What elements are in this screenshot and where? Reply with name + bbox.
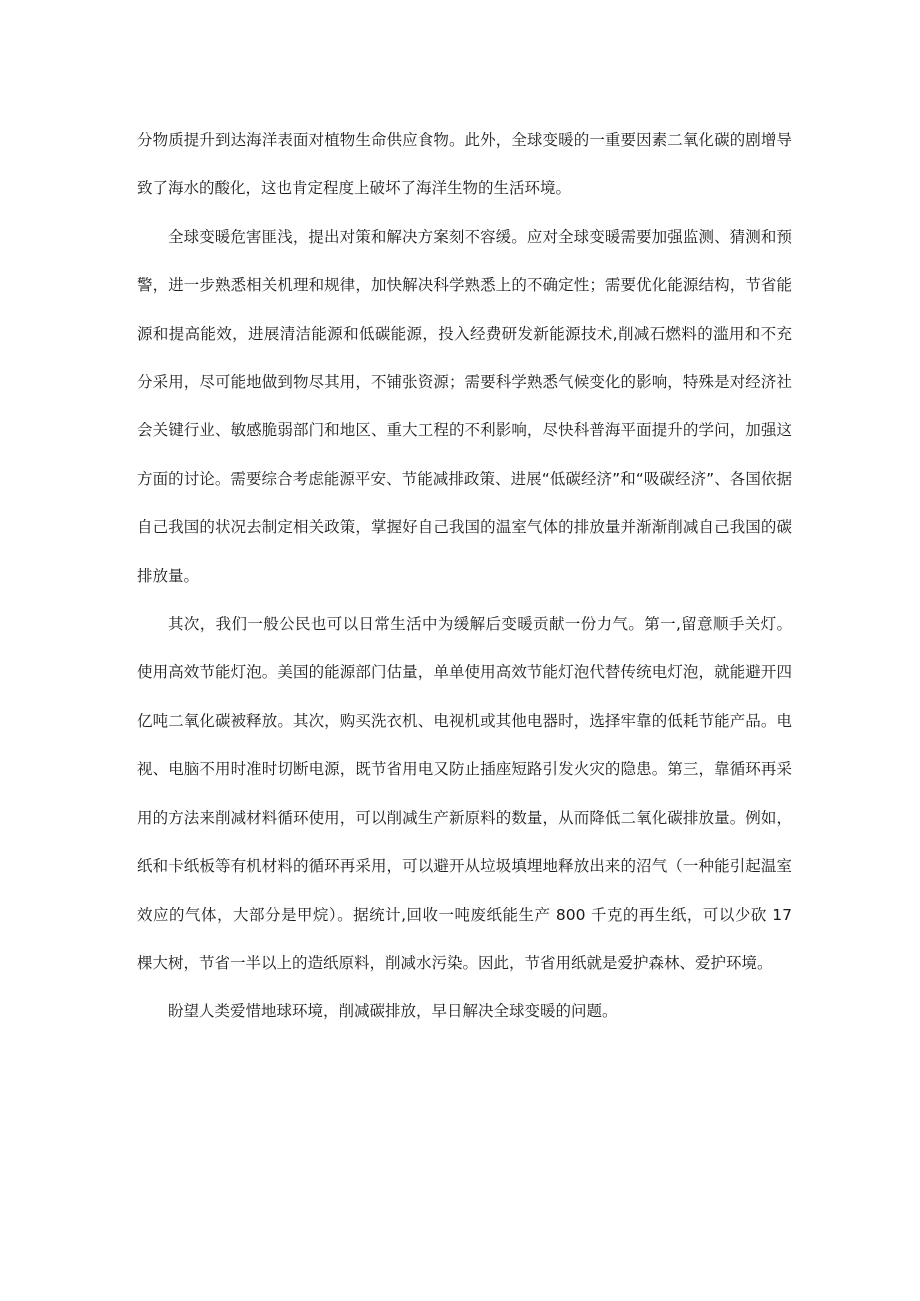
paragraph-continuation: 分物质提升到达海洋表面对植物生命供应食物。此外，全球变暖的一重要因素二氧化碳的剧增导致了海水的酸化，这也肯定程度上破坏了海洋生物的生活环境。 bbox=[137, 131, 792, 198]
document-body bbox=[137, 116, 792, 1036]
paragraph-conclusion: 盼望人类爱惜地球环境，削减碳排放，早日解决全球变暖的问题。 bbox=[168, 1002, 618, 1021]
paragraph-countermeasures: 全球变暖危害匪浅，提出对策和解决方案刻不容缓。应对全球变暖需要加强监测、猜测和预警，进一步熟悉相关机理和规律，加快解决科学熟悉上的不确定性；需要优化能源结构，节省能源和提高能效，进展清洁能源和低碳能源，投入经费研发新能源技术,削减石燃料的滥用和不充分采用，尽可能地做到物尽其用，不铺张资源；需要科学熟悉气候变化的影响，特殊是对经济社会关键行业、敏感脆弱部门和地区、重大工程的不利影响，尽快科普海平面提升的学问，加强这方面的讨论。需要综合考虑能源平安、节能减排政策、进展“低碳经济”和“吸碳经济”、各国依据自己我国的状况去制定相关政策，掌握好自己我国的温室气体的排放量并渐渐削减自己我国的碳排放量。 bbox=[137, 227, 792, 585]
paragraph-citizen-actions: 其次，我们一般公民也可以日常生活中为缓解后变暖贡献一份力气。第一,留意顺手关灯。使用高效节能灯泡。美国的能源部门估量，单单使用高效节能灯泡代替传统电灯泡，就能避开四亿吨二氧化碳被释放。其次，购买洗衣机、电视机或其他电器时，选择牢靠的低耗节能产品。电视、电脑不用时准时切断电源，既节省用电又防止插座短路引发火灾的隐患。第三，靠循环再采用的方法来削减材料循环使用，可以削减生产新原料的数量，从而降低二氧化碳排放量。例如，纸和卡纸板等有机材料的循环再采用，可以避开从垃圾填埋地释放出来的沼气（一种能引起温室效应的气体，大部分是甲烷）。据统计,回收一吨废纸能生产 800 千克的再生纸，可以少砍 17 棵大树，节省一半以上的造纸原料，削减水污染。因此，节省用纸就是爱护森林、爱护环境。 bbox=[137, 615, 792, 972]
